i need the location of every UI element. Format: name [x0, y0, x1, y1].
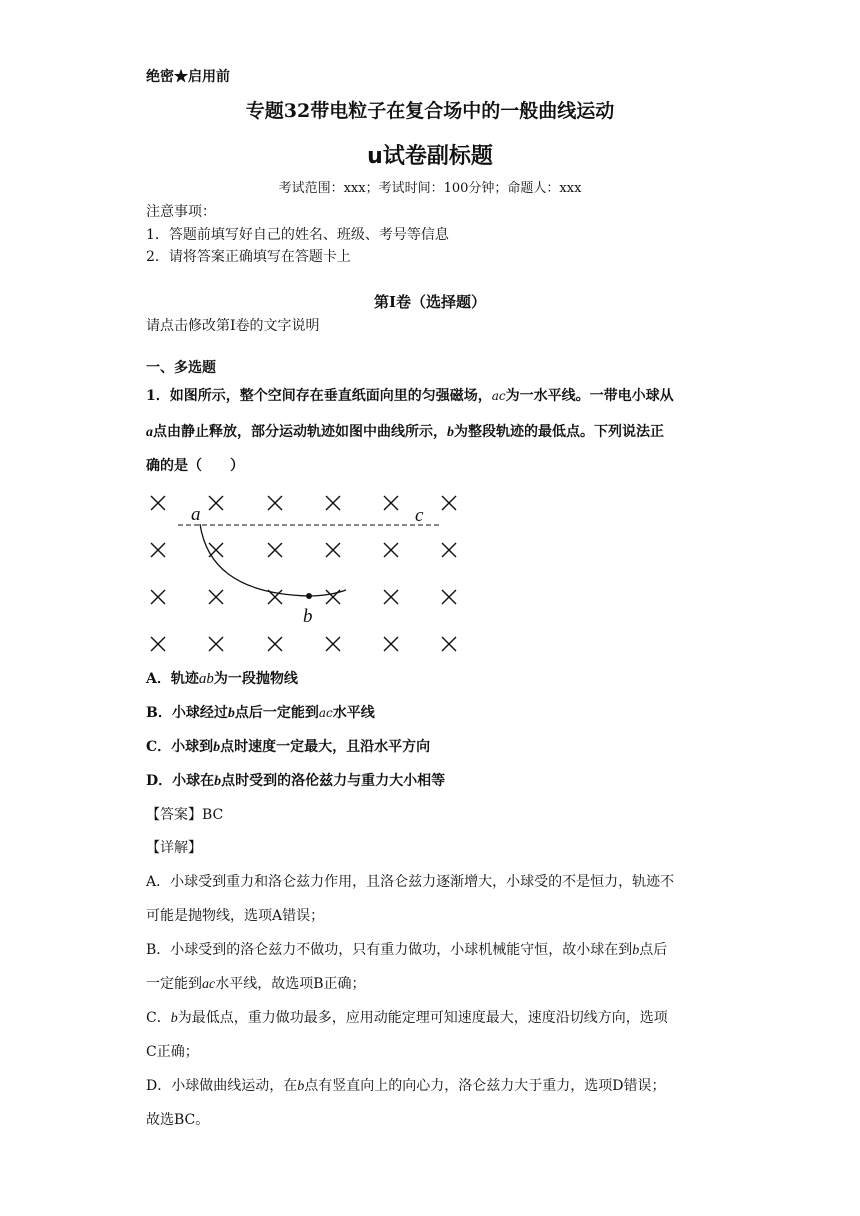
option-letter: B．: [146, 705, 172, 721]
answer-label: 【答案】: [146, 807, 202, 823]
field-cross-mark: [384, 590, 398, 604]
page-subtitle: u试卷副标题: [367, 144, 493, 169]
confidential-label: 绝密★启用前: [146, 69, 230, 85]
field-cross-mark: [442, 637, 456, 651]
math-var: b: [447, 425, 454, 440]
option-letter: D．: [146, 773, 173, 789]
math-var: b: [170, 1011, 178, 1026]
math-var: a: [146, 425, 153, 440]
field-cross-mark: [442, 543, 456, 557]
option-c: [146, 737, 430, 758]
field-cross-mark: [384, 543, 398, 557]
explanation-text: B．小球受到的洛仑兹力不做功，只有重力做功，小球机械能守恒，故小球在到: [146, 942, 633, 958]
math-var: b: [213, 740, 221, 755]
question-text: 为一水平线。一带电小球从: [505, 388, 674, 404]
explanation-text: D．小球做曲线运动，在: [146, 1078, 298, 1094]
field-cross-mark: [151, 590, 165, 604]
option-text: 点时受到的洛伦兹力与重力大小相等: [221, 773, 446, 789]
field-cross-mark: [384, 496, 398, 510]
notes-heading: 注意事项：: [146, 204, 216, 220]
field-cross-mark: [442, 590, 456, 604]
explanation-line: [146, 1076, 665, 1097]
option-text: 小球到: [171, 739, 214, 755]
explanation-line: [146, 940, 667, 961]
notes-item: 2．请将答案正确填写在答题卡上: [146, 249, 351, 265]
explanation-text: 点有竖直向上的向心力，洛仑兹力大于重力，选项D错误；: [304, 1078, 666, 1094]
field-cross-mark: [268, 637, 282, 651]
math-var: b: [227, 706, 235, 721]
field-cross-mark: [268, 496, 282, 510]
math-var: ac: [318, 706, 333, 720]
option-letter: A．: [146, 671, 171, 687]
explanation-text: 为最低点，重力做功最多，应用动能定理可知速度最大，速度沿切线方向，选项: [177, 1010, 668, 1026]
field-cross-mark: [151, 496, 165, 510]
option-text: 小球在: [172, 773, 215, 789]
field-cross-mark: [326, 496, 340, 510]
explanation-text: 一定能到: [146, 976, 202, 992]
option-a: [146, 669, 298, 689]
label-c: c: [415, 505, 424, 526]
field-cross-mark: [209, 496, 223, 510]
answer-value: BC: [202, 807, 224, 823]
field-cross-mark: [442, 496, 456, 510]
math-var: b: [214, 774, 222, 789]
label-b: b: [303, 606, 313, 627]
explanation-text: 点后: [639, 942, 668, 958]
question-text: 1．如图所示，整个空间存在垂直纸面向里的匀强磁场，: [146, 388, 492, 404]
explanation-label: 【详解】: [146, 840, 202, 856]
explanation-line: A．小球受到重力和洛仑兹力作用，且洛仑兹力逐渐增大，小球受的不是恒力，轨迹不: [146, 874, 675, 890]
field-cross-mark: [326, 637, 340, 651]
magnetic-field-figure: [146, 486, 466, 660]
part-title: 第I卷（选择题）: [373, 293, 487, 311]
point-b-dot: [306, 593, 312, 599]
option-b: [146, 703, 375, 724]
math-var: ab: [198, 671, 214, 687]
field-cross-mark: [384, 637, 398, 651]
section-title: 一、多选题: [146, 360, 216, 376]
explanation-text: C．: [146, 1010, 171, 1026]
math-var: ac: [202, 977, 216, 992]
question-line: [146, 422, 664, 443]
question-text: 为整段轨迹的最低点。下列说法正: [454, 424, 664, 440]
option-text: 点后一定能到: [234, 705, 319, 721]
field-cross-mark: [209, 637, 223, 651]
field-cross-mark: [326, 543, 340, 557]
explanation-line: 可能是抛物线，选项A错误；: [146, 908, 325, 924]
option-d: [146, 771, 445, 792]
explanation-line: [146, 974, 366, 995]
question-line: [146, 386, 674, 406]
math-var: b: [632, 943, 640, 958]
field-cross-mark: [268, 543, 282, 557]
notes-item: 1．答题前填写好自己的姓名、班级、考号等信息: [146, 227, 449, 243]
option-text: 水平线: [332, 705, 375, 721]
math-var: b: [297, 1079, 305, 1094]
page-title: 专题32带电粒子在复合场中的一般曲线运动: [245, 100, 615, 122]
explanation-text: 水平线，故选项B正确；: [215, 976, 366, 992]
option-text: 点时速度一定最大，且沿水平方向: [220, 739, 431, 755]
option-text: 轨迹: [170, 671, 199, 687]
option-text: 为一段抛物线: [213, 671, 298, 687]
explanation-line: C正确；: [146, 1044, 199, 1060]
math-var: ac: [491, 389, 506, 403]
answer-line: [146, 805, 223, 825]
field-cross-mark: [151, 543, 165, 557]
question-text: 点由静止释放，部分运动轨迹如图中曲线所示，: [153, 424, 447, 440]
trajectory-curve: [200, 524, 346, 596]
label-a: a: [191, 504, 201, 525]
field-cross-mark: [151, 637, 165, 651]
field-cross-mark: [209, 590, 223, 604]
question-line: 确的是（ ）: [146, 458, 244, 474]
option-text: 小球经过: [171, 705, 228, 721]
exam-info: 考试范围：xxx；考试时间：100分钟；命题人：xxx: [278, 181, 582, 196]
option-letter: C．: [146, 739, 172, 755]
explanation-line: [146, 1008, 668, 1029]
part-description: 请点击修改第I卷的文字说明: [146, 318, 320, 334]
explanation-conclusion: 故选BC。: [146, 1112, 210, 1128]
